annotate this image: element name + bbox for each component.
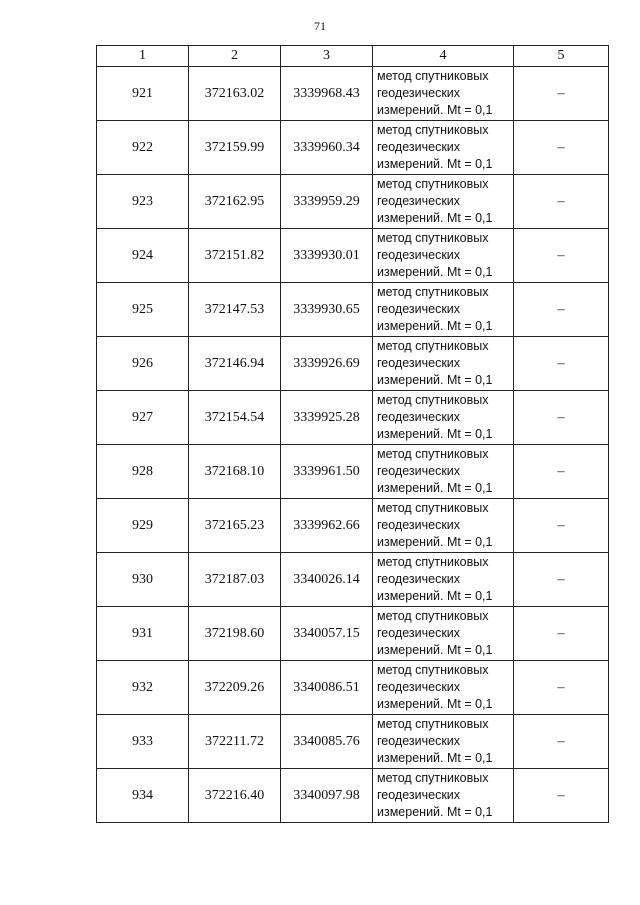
table-body <box>97 67 609 823</box>
point-number-cell: 923 <box>97 175 189 229</box>
note-cell: – <box>514 553 609 607</box>
method-cell <box>373 121 514 175</box>
method-line: метод спутниковых <box>377 555 489 569</box>
method-line: метод спутниковых <box>377 501 489 515</box>
table-row <box>97 553 609 607</box>
method-line: метод спутниковых <box>377 393 489 407</box>
table-row <box>97 229 609 283</box>
x-coordinate-cell: 372147.53 <box>189 283 281 337</box>
x-coordinate-cell: 372198.60 <box>189 607 281 661</box>
note-cell: – <box>514 337 609 391</box>
method-line: геодезических <box>377 410 461 424</box>
y-coordinate-cell: 3339960.34 <box>281 121 373 175</box>
y-coordinate-cell: 3340097.98 <box>281 769 373 823</box>
y-coordinate-cell: 3339961.50 <box>281 445 373 499</box>
method-cell <box>373 67 514 121</box>
note-cell: – <box>514 715 609 769</box>
method-line: метод спутниковых <box>377 285 489 299</box>
method-line: измерений. Mt = 0,1 <box>377 157 493 171</box>
y-coordinate-cell: 3339959.29 <box>281 175 373 229</box>
column-header-5: 5 <box>514 46 609 67</box>
method-line: измерений. Mt = 0,1 <box>377 805 493 819</box>
method-cell <box>373 715 514 769</box>
note-cell: – <box>514 67 609 121</box>
method-line: метод спутниковых <box>377 123 489 137</box>
y-coordinate-cell: 3340026.14 <box>281 553 373 607</box>
point-number-cell: 924 <box>97 229 189 283</box>
y-coordinate-cell: 3339926.69 <box>281 337 373 391</box>
x-coordinate-cell: 372168.10 <box>189 445 281 499</box>
x-coordinate-cell: 372165.23 <box>189 499 281 553</box>
y-coordinate-cell: 3340085.76 <box>281 715 373 769</box>
method-line: метод спутниковых <box>377 609 489 623</box>
method-line: геодезических <box>377 356 461 370</box>
method-cell <box>373 337 514 391</box>
method-line: геодезических <box>377 464 461 478</box>
y-coordinate-cell: 3340086.51 <box>281 661 373 715</box>
method-line: геодезических <box>377 302 461 316</box>
y-coordinate-cell: 3340057.15 <box>281 607 373 661</box>
method-line: метод спутниковых <box>377 771 489 785</box>
column-header-2: 2 <box>189 46 281 67</box>
x-coordinate-cell: 372211.72 <box>189 715 281 769</box>
method-cell <box>373 607 514 661</box>
table-row <box>97 121 609 175</box>
x-coordinate-cell: 372162.95 <box>189 175 281 229</box>
table-row <box>97 175 609 229</box>
point-number-cell: 928 <box>97 445 189 499</box>
point-number-cell: 933 <box>97 715 189 769</box>
method-line: геодезических <box>377 248 461 262</box>
x-coordinate-cell: 372187.03 <box>189 553 281 607</box>
method-line: измерений. Mt = 0,1 <box>377 643 493 657</box>
x-coordinate-cell: 372146.94 <box>189 337 281 391</box>
column-header-4: 4 <box>373 46 514 67</box>
column-header-1: 1 <box>97 46 189 67</box>
method-cell <box>373 391 514 445</box>
method-line: метод спутниковых <box>377 447 489 461</box>
method-cell <box>373 553 514 607</box>
x-coordinate-cell: 372163.02 <box>189 67 281 121</box>
method-cell <box>373 229 514 283</box>
method-line: геодезических <box>377 86 461 100</box>
note-cell: – <box>514 769 609 823</box>
note-cell: – <box>514 283 609 337</box>
method-line: геодезических <box>377 680 461 694</box>
point-number-cell: 930 <box>97 553 189 607</box>
method-cell <box>373 283 514 337</box>
point-number-cell: 922 <box>97 121 189 175</box>
method-line: измерений. Mt = 0,1 <box>377 265 493 279</box>
method-line: геодезических <box>377 734 461 748</box>
point-number-cell: 927 <box>97 391 189 445</box>
y-coordinate-cell: 3339962.66 <box>281 499 373 553</box>
point-number-cell: 926 <box>97 337 189 391</box>
method-cell <box>373 499 514 553</box>
table-row <box>97 391 609 445</box>
y-coordinate-cell: 3339925.28 <box>281 391 373 445</box>
x-coordinate-cell: 372209.26 <box>189 661 281 715</box>
note-cell: – <box>514 445 609 499</box>
table-row <box>97 283 609 337</box>
method-cell <box>373 445 514 499</box>
method-line: измерений. Mt = 0,1 <box>377 481 493 495</box>
table-row <box>97 499 609 553</box>
page-number: 71 <box>314 19 326 33</box>
note-cell: – <box>514 121 609 175</box>
note-cell: – <box>514 391 609 445</box>
point-number-cell: 932 <box>97 661 189 715</box>
method-line: геодезических <box>377 518 461 532</box>
point-number-cell: 931 <box>97 607 189 661</box>
point-number-cell: 925 <box>97 283 189 337</box>
method-line: геодезических <box>377 626 461 640</box>
method-cell <box>373 661 514 715</box>
method-line: метод спутниковых <box>377 177 489 191</box>
method-line: измерений. Mt = 0,1 <box>377 535 493 549</box>
note-cell: – <box>514 607 609 661</box>
method-line: измерений. Mt = 0,1 <box>377 751 493 765</box>
method-cell <box>373 769 514 823</box>
method-line: метод спутниковых <box>377 231 489 245</box>
column-header-3: 3 <box>281 46 373 67</box>
note-cell: – <box>514 229 609 283</box>
method-line: измерений. Mt = 0,1 <box>377 103 493 117</box>
x-coordinate-cell: 372154.54 <box>189 391 281 445</box>
method-line: измерений. Mt = 0,1 <box>377 427 493 441</box>
note-cell: – <box>514 499 609 553</box>
table-row <box>97 607 609 661</box>
point-number-cell: 921 <box>97 67 189 121</box>
method-cell <box>373 175 514 229</box>
method-line: геодезических <box>377 194 461 208</box>
coordinates-table <box>96 45 609 823</box>
x-coordinate-cell: 372159.99 <box>189 121 281 175</box>
point-number-cell: 929 <box>97 499 189 553</box>
method-line: геодезических <box>377 788 461 802</box>
y-coordinate-cell: 3339968.43 <box>281 67 373 121</box>
table-header-row <box>97 46 609 67</box>
table-row <box>97 445 609 499</box>
table-row <box>97 769 609 823</box>
note-cell: – <box>514 175 609 229</box>
note-cell: – <box>514 661 609 715</box>
table-row <box>97 67 609 121</box>
method-line: метод спутниковых <box>377 717 489 731</box>
method-line: метод спутниковых <box>377 663 489 677</box>
y-coordinate-cell: 3339930.01 <box>281 229 373 283</box>
method-line: измерений. Mt = 0,1 <box>377 589 493 603</box>
method-line: геодезических <box>377 140 461 154</box>
method-line: метод спутниковых <box>377 69 489 83</box>
x-coordinate-cell: 372151.82 <box>189 229 281 283</box>
table-row <box>97 715 609 769</box>
table-row <box>97 337 609 391</box>
point-number-cell: 934 <box>97 769 189 823</box>
method-line: измерений. Mt = 0,1 <box>377 697 493 711</box>
method-line: измерений. Mt = 0,1 <box>377 211 493 225</box>
method-line: геодезических <box>377 572 461 586</box>
y-coordinate-cell: 3339930.65 <box>281 283 373 337</box>
method-line: измерений. Mt = 0,1 <box>377 373 493 387</box>
x-coordinate-cell: 372216.40 <box>189 769 281 823</box>
method-line: измерений. Mt = 0,1 <box>377 319 493 333</box>
table-row <box>97 661 609 715</box>
method-line: метод спутниковых <box>377 339 489 353</box>
